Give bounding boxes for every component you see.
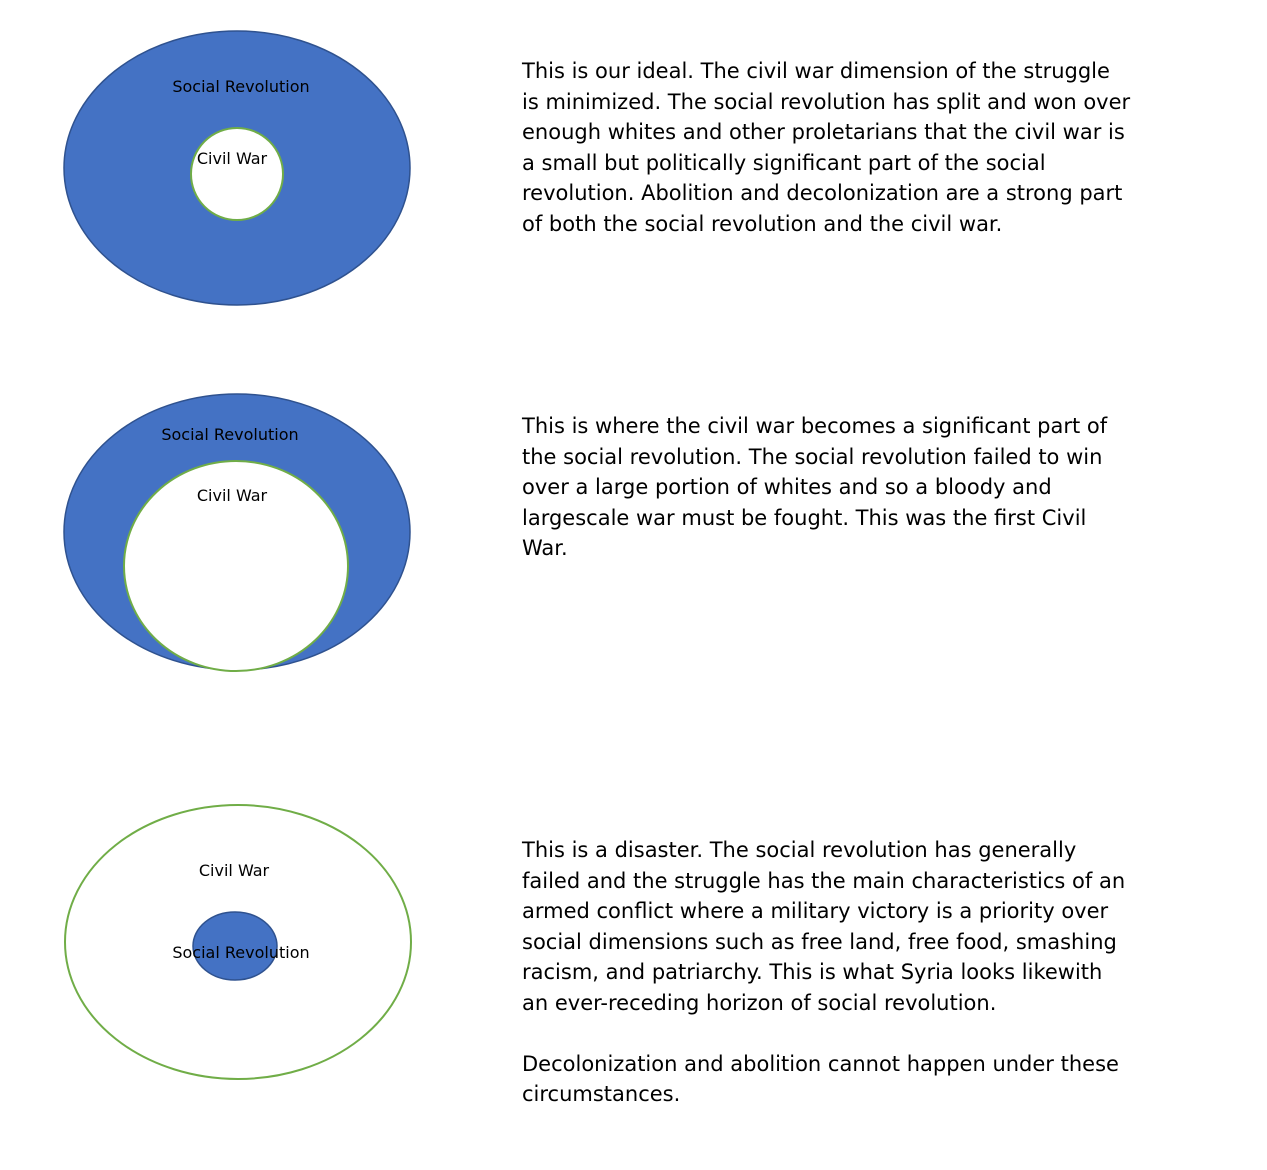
civil-war-circle	[191, 128, 283, 220]
diagram-2-description	[522, 411, 1132, 564]
description-paragraph: This is where the civil war becomes a significant part of the social revolution. The social revolution failed to win over a large portion of whites and so a bloody and largescale war must be fought. This was the first Civil War.	[522, 414, 1108, 560]
civil-war-label: Civil War	[196, 486, 268, 505]
diagram-3	[0, 780, 480, 1110]
social-revolution-label: Social Revolution	[172, 77, 310, 96]
social-revolution-label: Social Revolution	[161, 425, 299, 444]
description-paragraph: Decolonization and abolition cannot happen under these circumstances.	[522, 1051, 1119, 1106]
civil-war-label: Civil War	[198, 861, 270, 880]
diagram-1	[0, 0, 480, 330]
description-paragraph: This is our ideal. The civil war dimension of the struggle is minimized. The social revolution has split and won over enough whites and other proletarians that the civil war is a small but politically significant part of the social revolution. Abolition and decolonization are a strong part of both the social revolution and the civil war.	[522, 59, 1131, 236]
diagram-1-description	[522, 56, 1132, 239]
diagram-2	[0, 360, 480, 690]
description-paragraph: This is a disaster. The social revolution has generally failed and the struggle has the main characteristics of an armed conflict where a military victory is a priority over social dimensions such as free land, free food, smashing racism, and patriarchy. This is what Syria looks likewith an ever-receding horizon of social revolution.	[522, 838, 1126, 1015]
civil-war-label: Civil War	[196, 149, 268, 168]
diagram-3-description	[522, 835, 1132, 1110]
social-revolution-label: Social Revolution	[172, 943, 310, 962]
